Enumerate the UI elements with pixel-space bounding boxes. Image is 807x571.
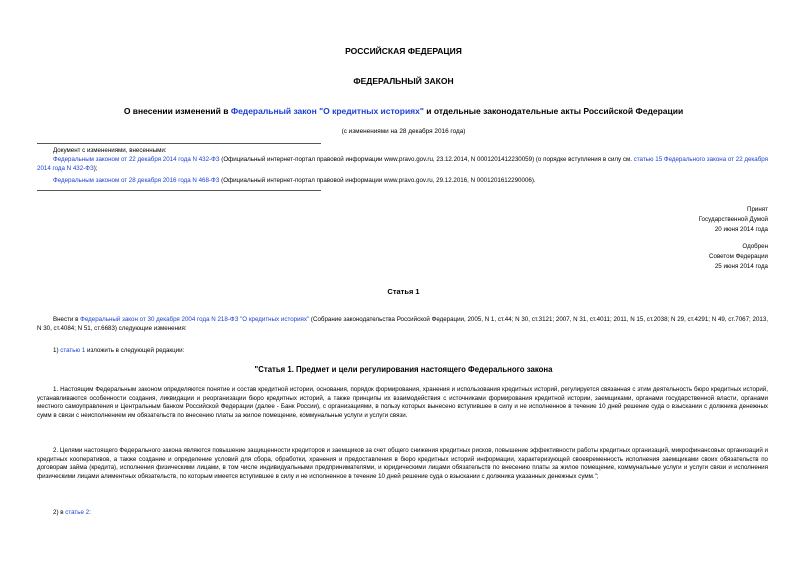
- law-type-heading: ФЕДЕРАЛЬНЫЙ ЗАКОН: [353, 76, 454, 86]
- article-15-link[interactable]: статью 15: [633, 156, 663, 163]
- top-divider: [37, 143, 321, 144]
- quoted-article-heading: "Статья 1. Предмет и цели регулирования настоящего Федерального закона: [254, 365, 553, 374]
- changes-item-2: Федеральным законом от 28 декабря 2016 года N 468-ФЗ (Официальный интернет-портал правовой информации www.pravo.gov.ru, 29.12.2016, N 0001201612290006).: [53, 177, 536, 184]
- article-1-intro: Внести в Федеральный закон от 30 декабря 2004 года N 218-ФЗ "О кредитных историях" (Собрание законодательства Российской Федерации, 2005, N 1, ст.44; N 30, ст.3121; 2007, N 31, ст.4011; 2011, N 15, ст.2038; N 29, ст.4291; N 49, ст.7067; 2013, N 30, ст.4084; N 51, ст.6683) следующие изменения:: [37, 316, 768, 332]
- law-432-link[interactable]: Федерального закона от 22 декабря 2014 года N 432-ФЗ: [37, 156, 768, 172]
- bottom-divider: [37, 190, 321, 191]
- law-218-link[interactable]: Федеральный закон от 30 декабря 2004 года N 218-ФЗ "О кредитных историях": [80, 316, 310, 323]
- quoted-paragraph-2: 2. Целями настоящего Федерального закона являются повышение защищенности кредиторов и заемщиков за счет общего снижения кредитных рисков, повышение эффективности работы кредитных организаций, микрофинансовых организаций и кредитных кооперативов, а также создание и определение условий для сбора, обработки, хранения и предоставления в бюро кредитных историй информации, характеризующей своевременность исполнения заемщиками своих обязательств по договорам займа (кредита), исполнения физическими лицами, в том числе индивидуальными предпринимателями, и юридическими лицами обязательств по внесению платы за жилое помещение, коммунальные услуги и услуги связи и исполнения физическими лицами алиментных обязательств, по которым имеется вступившее в силу и не исполненное в течение 10 дней решение суда о взыскании с должника указанных денежных сумм.";: [37, 447, 768, 480]
- title-suffix: и отдельные законодательные акты Российской Федерации: [423, 106, 684, 116]
- article-1-heading: Статья 1: [387, 287, 420, 296]
- changes-intro: Документ с изменениями, внесенными:: [53, 147, 167, 154]
- title-law-link[interactable]: Федеральный закон "О кредитных историях": [230, 106, 424, 116]
- council-approval: Одобрен Советом Федерации 25 июня 2014 года: [709, 243, 768, 270]
- quoted-paragraph-1: 1. Настоящим Федеральным законом определяются понятие и состав кредитной истории, основания, порядок формирования, хранения и использования кредитных историй, регулируется связанная с этим деятельность бюро кредитных историй, устанавливаются особенности создания, ликвидации и реорганизации бюро кредитных историй, а также принципы их взаимодействия с источниками формирования кредитной истории, заемщиками, органами государственной власти, органами местного самоуправления и Центральным банком Российской Федерации (далее - Банк России), с организациями, в пользу которых вынесено вступившее в силу и не исполненное в течение 10 дней решение суда о взыскании с должника денежных сумм в связи с неисполнением им обязательств по внесению платы за жилое помещение, коммунальные услуги и услуги связи.: [37, 386, 768, 419]
- change-law-468-link[interactable]: Федеральным законом от 28 декабря 2016 года N 468-ФЗ: [53, 177, 220, 184]
- country-heading: РОССИЙСКАЯ ФЕДЕРАЦИЯ: [345, 46, 462, 56]
- article-2-link[interactable]: статье 2: [65, 509, 90, 516]
- article-1-item-1: 1) статью 1 изложить в следующей редакции:: [53, 347, 185, 354]
- changes-item-1: Федеральным законом от 22 декабря 2014 года N 432-ФЗ (Официальный интернет-портал правовой информации www.pravo.gov.ru, 23.12.2014, N 0001201412230059) (о порядке вступления в силу см. статью 15 Федерального закона от 22 декабря 2014 года N 432-ФЗ);: [37, 156, 768, 172]
- document-title: [0, 106, 807, 116]
- change-law-432-link[interactable]: Федеральным законом от 22 декабря 2014 года N 432-ФЗ: [53, 156, 220, 163]
- article-1-link[interactable]: статью 1: [60, 347, 86, 354]
- duma-adoption: Принят Государственной Думой 20 июня 2014 года: [698, 206, 768, 233]
- title-prefix: О внесении изменений в: [123, 106, 231, 116]
- amendment-note: (с изменениями на 28 декабря 2016 года): [341, 128, 466, 135]
- article-1-item-2: 2) в статье 2:: [53, 509, 91, 516]
